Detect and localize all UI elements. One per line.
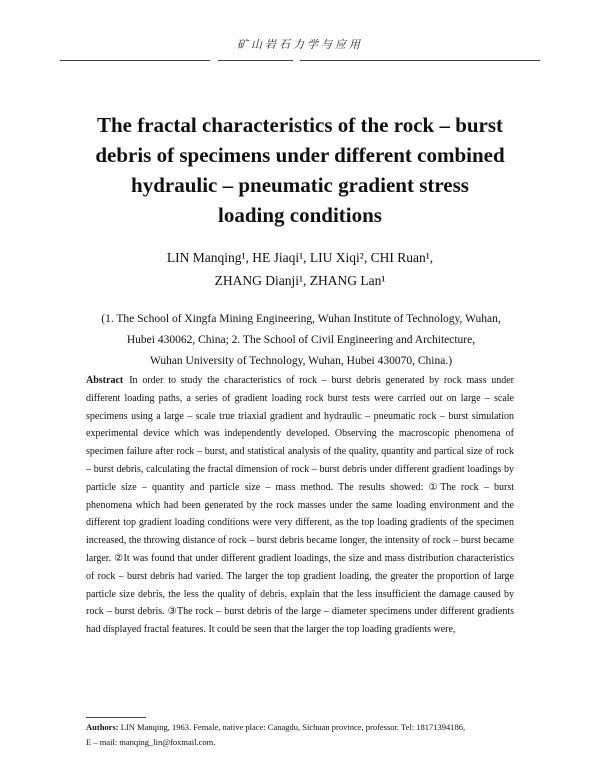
abstract-text: In order to study the characteristics of rock – burst debris generated by rock mass under different loading paths, a series of gradient loading rock burst tests were carried out on large – scale specimens using a large – scale true triaxial gradient and hydraulic – pneumatic rock – burst simulation experimental device which was independently developed. Observing the macroscopic phenomena of specimen failure after rock – burst, and statistical analysis of the quality, quantity and partical size of rock – burst debris, calculating the fractal dimension of rock – burst debris under different gradient loadings by particle size – quantity and particle size – mass method. The results showed: ①The rock – burst phenomena which had been generated by the rock masses under the same loading environment and the different top gradient loading conditions were very different, as the top loading gradients of the specimen increased, the throwing distance of rock – burst debris became longer, the intensity of rock – burst became larger. ②It was found that under different gradient loadings, the size and mass distribution characteristics of rock – burst debris had varied. The larger the top gradient loading, the greater the proportion of large particle size debris, the less the quality of debris, explain that the less insufficient the damage caused by rock – burst debris. ③The rock – burst debris of the large – diameter specimens under different gradients had displayed fractal features. It could be seen that the larger the top loading gradients were, (86, 375, 514, 636)
abstract (86, 372, 514, 639)
paper-title (60, 110, 540, 230)
title-line: loading conditions (218, 203, 382, 227)
title-line: The fractal characteristics of the rock – burst (96, 113, 504, 137)
header-rule-mid (218, 60, 293, 61)
footnote-line: LIN Manqing, 1963. Female, native place: Canagdu, Sichuan province, professor. Tel: 18171394186, (120, 722, 466, 732)
footnote-email: E – mail: manqing_lin@foxmail.com. (86, 737, 216, 747)
affiliation-line: Wuhan University of Technology, Wuhan, Hubei 430070, China.) (149, 355, 453, 367)
title-line: debris of specimens under different combined (95, 143, 505, 167)
authors-line: LIN Manqing¹, HE Jiaqi¹, LIU Xiqi², CHI Ruan¹, (166, 250, 434, 265)
author-list (60, 246, 540, 292)
footnote-label: Authors: (86, 722, 119, 732)
affiliations (72, 309, 530, 372)
header-rule-right (300, 60, 540, 61)
footnote-rule (86, 717, 146, 718)
title-line: hydraulic – pneumatic gradient stress (131, 173, 469, 197)
affiliation-line: (1. The School of Xingfa Mining Engineering, Wuhan Institute of Technology, Wuhan, (101, 313, 501, 325)
journal-header (0, 0, 600, 70)
affiliation-line: Hubei 430062, China; 2. The School of Civil Engineering and Architecture, (126, 334, 476, 346)
header-rule-left (60, 60, 210, 61)
author-footnote (86, 720, 526, 750)
journal-name: 矿山岩石力学与应用 (237, 39, 363, 51)
abstract-label: Abstract (86, 375, 124, 386)
authors-line: ZHANG Dianji¹, ZHANG Lan¹ (214, 273, 386, 288)
